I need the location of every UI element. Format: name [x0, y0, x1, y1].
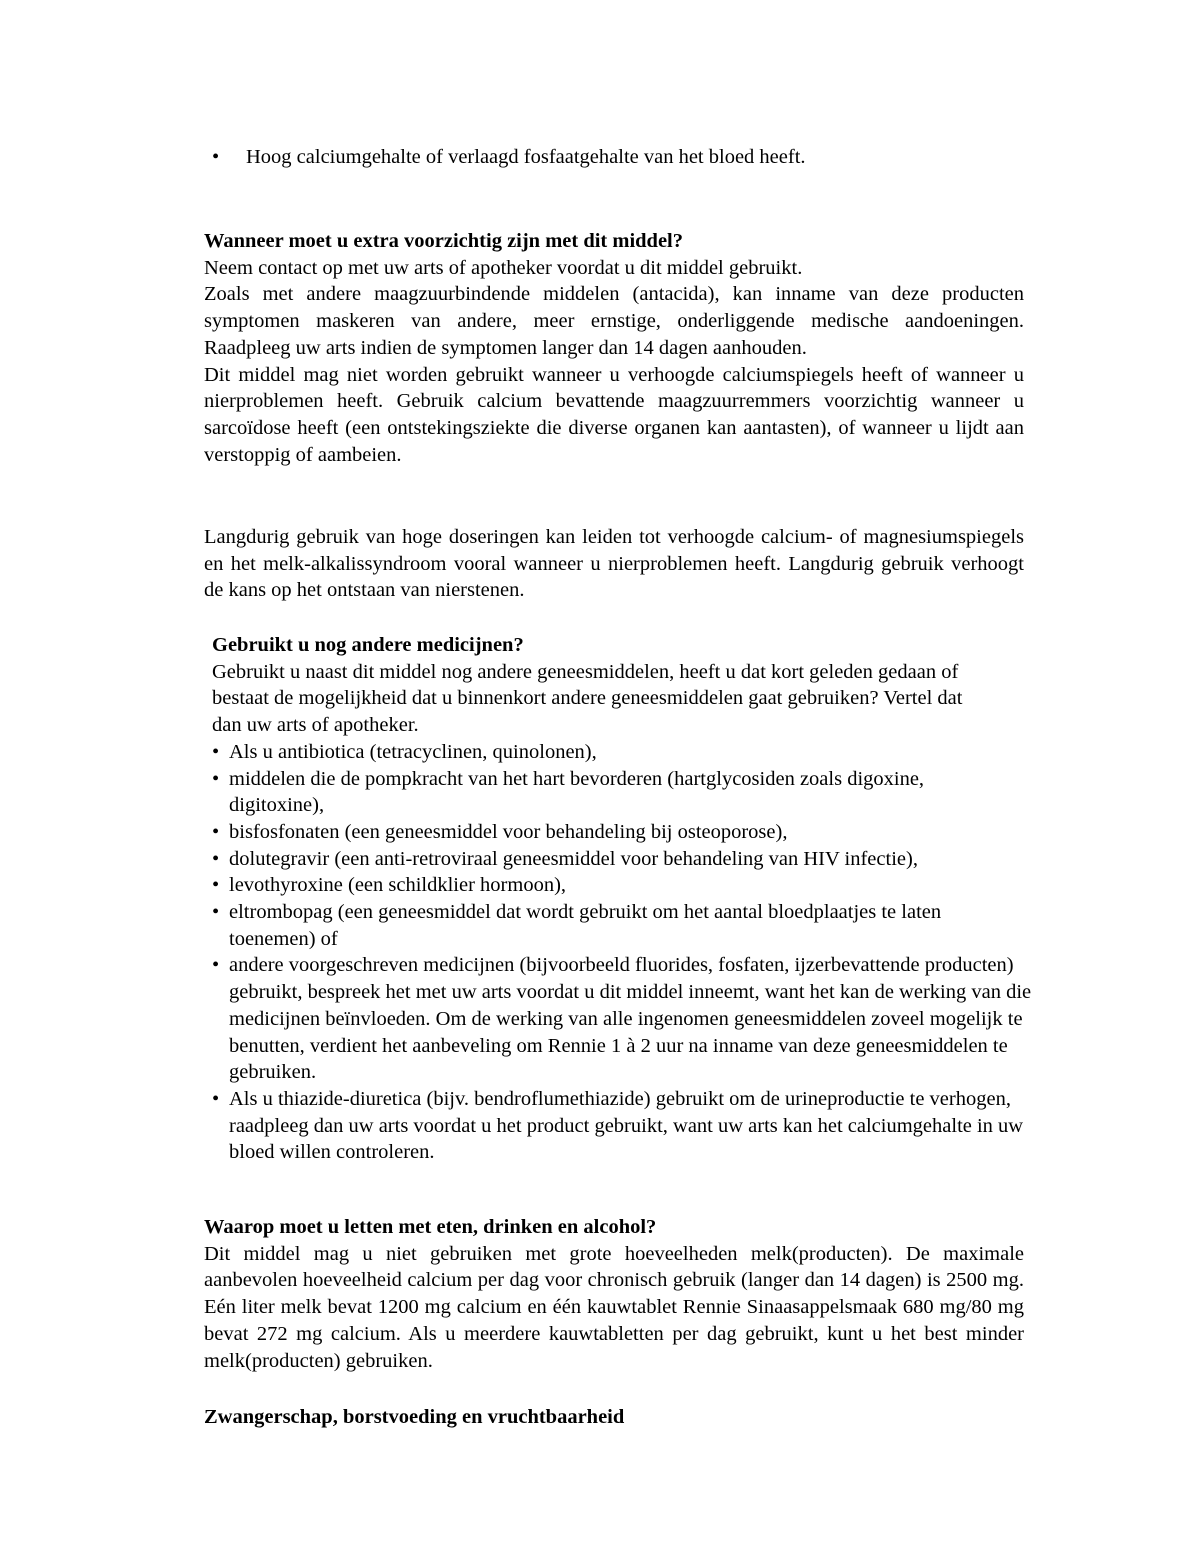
bullet-icon: •	[212, 847, 220, 870]
list-item	[212, 872, 1049, 899]
list-item-text: Als u thiazide-diuretica (bijv. bendroflumethiazide) gebruikt om de urineproductie te verhogen, raadpleeg dan uw arts voordat u het product gebruikt, want uw arts kan het calciumgehalte in uw bloed willen controleren.	[229, 1087, 1024, 1164]
list-item	[212, 766, 969, 819]
section-food	[204, 1214, 1024, 1374]
section-heading: Zwangerschap, borstvoeding en vruchtbaarheid	[204, 1406, 625, 1428]
intro-bullet-text: Hoog calciumgehalte of verlaagd fosfaatgehalte van het bloed heeft.	[246, 146, 806, 168]
paragraph: Neem contact op met uw arts of apotheker voordat u dit middel gebruikt.	[204, 256, 803, 279]
bullet-icon: •	[212, 954, 220, 977]
list-item-text: Als u antibiotica (tetracyclinen, quinolonen),	[229, 740, 597, 763]
paragraph: Langdurig gebruik van hoge doseringen kan leiden tot verhoogde calcium- of magnesiumspiegels en het melk-alkalissyndroom vooral wanneer u nierproblemen heeft. Langdurig gebruik verhoogt de kans op het ontstaan van nierstenen.	[204, 526, 1024, 602]
list-item	[212, 846, 1059, 873]
paragraph: Dit middel mag u niet gebruiken met grote hoeveelheden melk(producten). De maximale aanbevolen hoeveelheid calcium per dag voor chronisch gebruik (langer dan 14 dagen) is 2500 mg. Eén liter melk bevat 1200 mg calcium en één kauwtablet Rennie Sinaasappelsmaak 680 mg/80 mg bevat 272 mg calcium. Als u meerdere kauwtabletten per dag gebruikt, kunt u het best minder melk(producten) gebruiken.	[204, 1242, 1024, 1372]
list-item-text: eltrombopag (een geneesmiddel dat wordt gebruikt om het aantal bloedplaatjes te laten toenemen) of	[229, 901, 942, 950]
section-caution-paragraph2	[204, 524, 1024, 604]
section-caution	[204, 228, 1024, 468]
list-item-text: levothyroxine (een schildklier hormoon),	[229, 874, 567, 897]
section-heading: Gebruikt u nog andere medicijnen?	[212, 634, 524, 656]
bullet-icon: •	[212, 146, 220, 168]
paragraph: Zoals met andere maagzuurbindende middelen (antacida), kan inname van deze producten symptomen maskeren van andere, meer ernstige, onderliggende medische aandoeningen. Raadpleeg uw arts indien de symptomen langer dan 14 dagen aanhouden.	[204, 283, 1024, 359]
list-item	[212, 819, 1049, 846]
list-item-text: andere voorgeschreven medicijnen (bijvoorbeeld fluorides, fosfaten, ijzerbevattende producten) gebruikt, bespreek het met uw arts voordat u dit middel inneemt, want het kan de werking van die medicijnen beïnvloeden. Om de werking van alle ingenomen geneesmiddelen zoveel mogelijk te benutten, verdient het aanbeveling om Rennie 1 à 2 uur na inname van deze geneesmiddelen te gebruiken.	[229, 954, 1032, 1084]
list-item	[212, 739, 1019, 766]
bullet-icon: •	[212, 767, 220, 790]
medicine-list	[212, 739, 1042, 1166]
bullet-icon: •	[212, 820, 220, 843]
bullet-icon: •	[212, 1087, 220, 1110]
list-item	[212, 1086, 1049, 1166]
list-item-text: dolutegravir (een anti-retroviraal geneesmiddel voor behandeling van HIV infectie),	[229, 847, 918, 870]
section-heading: Waarop moet u letten met eten, drinken en alcohol?	[204, 1216, 657, 1238]
section-medicines	[212, 632, 1042, 1166]
bullet-icon: •	[212, 740, 220, 763]
paragraph: Dit middel mag niet worden gebruikt wanneer u verhoogde calciumspiegels heeft of wanneer u nierproblemen heeft. Gebruik calcium bevattende maagzuurremmers voorzichtig wanneer u sarcoïdose heeft (een ontstekingsziekte die diverse organen kan aantasten), of wanneer u lijdt aan verstoppig of aambeien.	[204, 363, 1024, 466]
list-item-text: middelen die de pompkracht van het hart bevorderen (hartglycosiden zoals digoxine, digitoxine),	[229, 767, 925, 817]
bullet-icon: •	[212, 901, 220, 924]
list-item-text: bisfosfonaten (een geneesmiddel voor behandeling bij osteoporose),	[229, 820, 788, 843]
section-heading: Wanneer moet u extra voorzichtig zijn met dit middel?	[204, 230, 684, 252]
list-item	[212, 899, 1029, 952]
paragraph: Gebruikt u naast dit middel nog andere geneesmiddelen, heeft u dat kort geleden gedaan of bestaat de mogelijkheid dat u binnenkort andere geneesmiddelen gaat gebruiken? Vertel dat dan uw arts of apotheker.	[212, 660, 963, 737]
bullet-icon: •	[212, 874, 220, 897]
section-pregnancy	[204, 1404, 1024, 1431]
list-item	[212, 952, 1049, 1086]
